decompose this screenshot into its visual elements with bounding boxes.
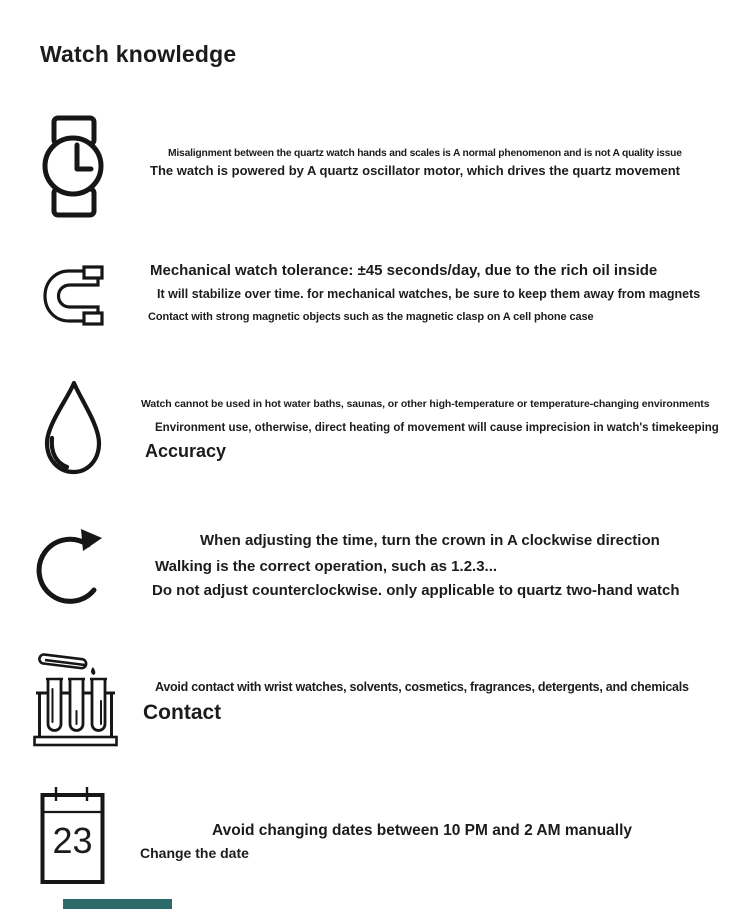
tolerance-headline: Mechanical watch tolerance: ±45 seconds/day, due to the rich oil inside [150,262,658,279]
accuracy-heading: Accuracy [145,441,227,461]
bottom-section-accent-bar [63,899,172,909]
magnetic-contact-note: Contact with strong magnetic objects such as the magnetic clasp on A cell phone case [148,311,594,323]
page-title: Watch knowledge [40,41,237,67]
magnet-icon [38,260,108,337]
chemical-avoidance-note: Avoid contact with wrist watches, solvents, cosmetics, fragrances, detergents, and chemicals [155,680,689,694]
walking-operation-note: Walking is the correct operation, such as 1.2.3... [155,558,498,575]
heat-imprecision-note: Environment use, otherwise, direct heating of movement will cause imprecision in watch's timekeeping [155,422,719,434]
wristwatch-icon [38,114,108,224]
water-drop-icon [38,378,108,483]
date-change-warning-note: Avoid changing dates between 10 PM and 2 AM manually [212,822,633,839]
contact-heading: Contact [143,701,222,724]
calendar-day-number: 23 [52,820,93,861]
change-the-date-heading: Change the date [140,845,249,861]
counterclockwise-warning-note: Do not adjust counterclockwise. only applicable to quartz two-hand watch [152,582,680,599]
quartz-misalignment-note: Misalignment between the quartz watch hands and scales is A normal phenomenon and is not A quality issue [168,148,682,159]
magnet-warning-note: It will stabilize over time. for mechanical watches, be sure to keep them away from magnets [157,287,701,301]
hot-water-warning-note: Watch cannot be used in hot water baths, saunas, or other high-temperature or temperature-changing environments [141,398,710,410]
test-tubes-icon [33,643,118,753]
clockwise-arrow-icon [36,523,111,613]
clockwise-adjust-note: When adjusting the time, turn the crown in A clockwise direction [200,532,660,549]
quartz-movement-note: The watch is powered by A quartz oscillator motor, which drives the quartz movement [150,163,680,178]
